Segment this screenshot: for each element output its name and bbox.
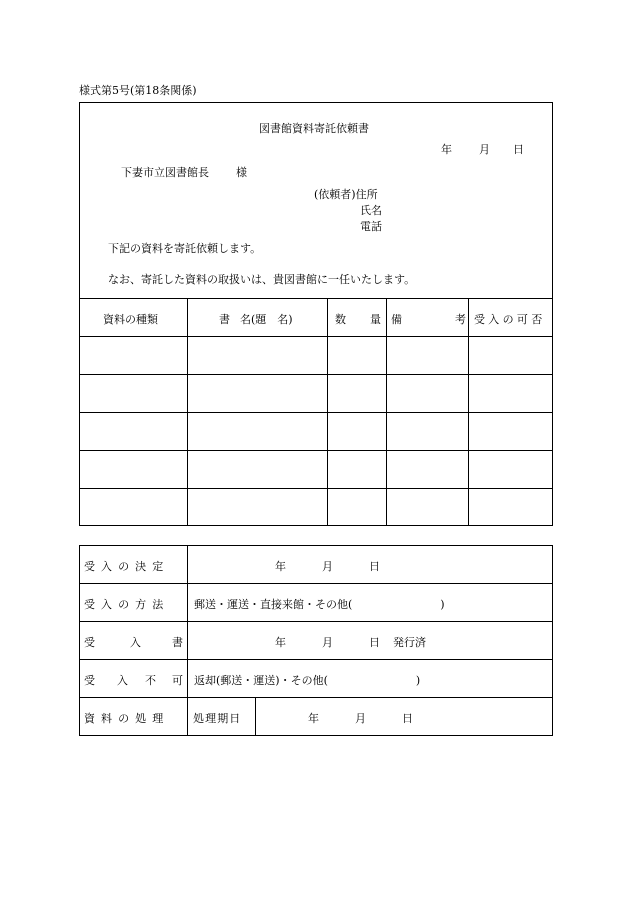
table-row-line — [79, 374, 553, 375]
label-acceptance-method: 受入の方法 — [84, 598, 170, 611]
table-col-line — [468, 298, 469, 526]
header-title-b: 名(題 名) — [240, 313, 293, 326]
r1-day: 日 — [369, 560, 380, 573]
table-col-line — [187, 298, 188, 526]
date-year: 年 — [441, 143, 452, 156]
decision-row-line — [79, 659, 553, 660]
body-text-2: なお、寄託した資料の取扱いは、貴図書館に一任いたします。 — [108, 273, 416, 286]
label-receipt-a: 受 — [84, 636, 95, 649]
table-col-line — [327, 298, 328, 526]
requester-phone-label: 電話 — [360, 220, 382, 233]
decision-row-line — [79, 621, 553, 622]
decision-row-line — [79, 583, 553, 584]
r5-year: 年 — [308, 712, 319, 725]
form-number: 様式第5号(第18条関係) — [79, 84, 197, 97]
decision-label-col-line — [187, 545, 188, 736]
header-accept: 受入の可否 — [474, 313, 546, 326]
date-month: 月 — [479, 143, 490, 156]
rejection-options: 返却(郵送・運送)・その他( ) — [194, 674, 421, 687]
r5-month: 月 — [355, 712, 366, 725]
label-rejection-a: 受 — [84, 674, 95, 687]
table-row-line — [79, 450, 553, 451]
addressee-honorific: 様 — [236, 166, 247, 179]
header-note-b: 考 — [455, 313, 466, 326]
header-qty-a: 数 — [335, 313, 346, 326]
date-day: 日 — [513, 143, 524, 156]
table-top-line — [79, 298, 553, 299]
decision-row-line — [79, 697, 553, 698]
r3-day: 日 — [369, 636, 380, 649]
table-col-line — [386, 298, 387, 526]
r3-year: 年 — [275, 636, 286, 649]
label-rejection-c: 不 — [145, 674, 156, 687]
label-processing-date: 処理期日 — [193, 712, 242, 725]
r3-month: 月 — [322, 636, 333, 649]
table-row-line — [79, 412, 553, 413]
r1-year: 年 — [275, 560, 286, 573]
r5-day: 日 — [402, 712, 413, 725]
form-title: 図書館資料寄託依頼書 — [259, 122, 369, 135]
header-qty-b: 量 — [370, 313, 381, 326]
requester-name-label: 氏名 — [360, 204, 382, 217]
header-title-a: 書 — [219, 313, 230, 326]
label-receipt-c: 書 — [172, 636, 183, 649]
processing-date-col-line — [255, 697, 256, 736]
label-material-processing: 資料の処理 — [84, 712, 170, 725]
label-acceptance-decision: 受入の決定 — [84, 560, 170, 573]
label-rejection-d: 可 — [172, 674, 183, 687]
r3-issued: 発行済 — [393, 636, 426, 649]
r1-month: 月 — [322, 560, 333, 573]
header-type: 資料の種類 — [103, 313, 158, 326]
requester-address-label: (依頼者)住所 — [314, 188, 378, 201]
acceptance-method-options: 郵送・運送・直接来館・その他( ) — [194, 598, 445, 611]
header-note-a: 備 — [391, 313, 402, 326]
addressee-name: 下妻市立図書館長 — [121, 166, 209, 179]
table-row-line — [79, 488, 553, 489]
body-text-1: 下記の資料を寄託依頼します。 — [108, 242, 262, 255]
label-rejection-b: 入 — [117, 674, 128, 687]
table-row-line — [79, 336, 553, 337]
label-receipt-b: 入 — [130, 636, 141, 649]
